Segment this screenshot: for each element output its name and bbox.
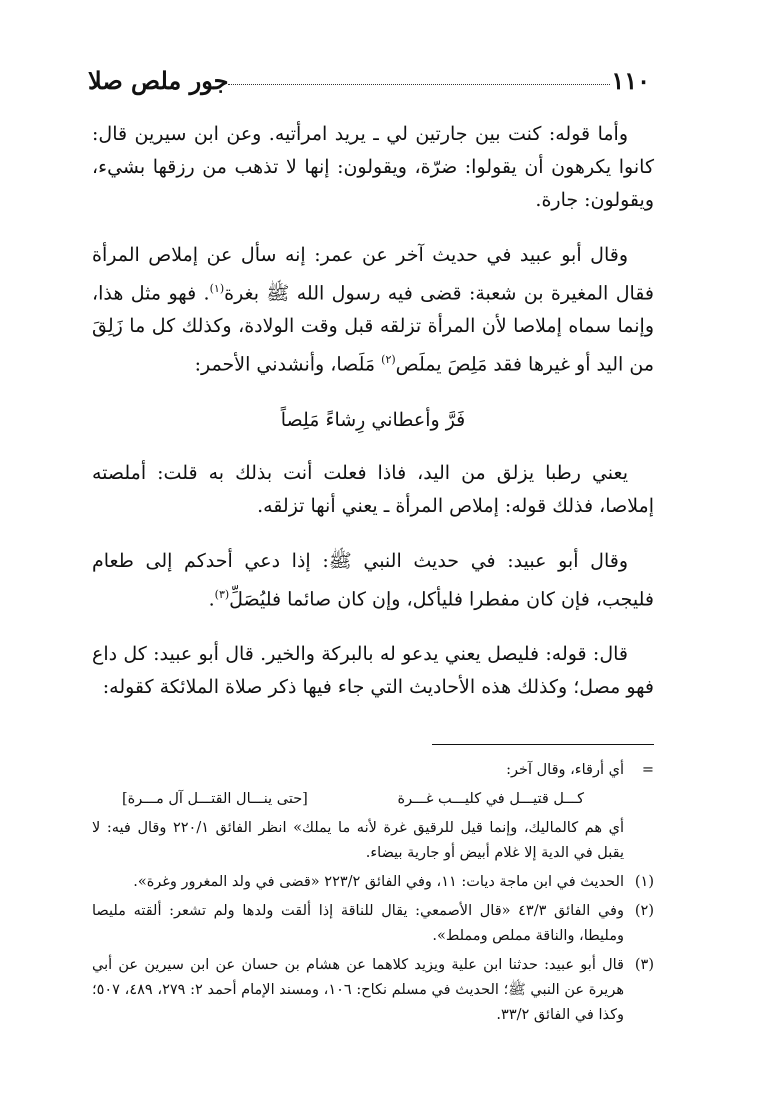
footnote-3-marker: (٣) bbox=[634, 957, 654, 973]
paragraph-5: قال: قوله: فليصل يعني يدعو له بالبركة والخير. قال أبو عبيد: كل داع فهو مصل؛ وكذلك هذه الأحاديث التي جاء فيها ذكر صلاة الملائكة كقوله: bbox=[92, 642, 654, 698]
paragraph-3: يعني رطبا يزلق من اليد، فاذا فعلت أنت بذلك به قلت: أملصته إملاصا، فذلك قوله: إملاص المرأة ـ يعني أنها تزلقه. bbox=[92, 461, 654, 517]
footnote-2 bbox=[92, 899, 654, 949]
footnote-ref-1: (١) bbox=[209, 282, 225, 295]
verse-line: فَرَّ وأعطاني رِشاءً مَلِصاً bbox=[280, 408, 466, 431]
footnote-ref-3: (٣) bbox=[214, 587, 230, 601]
footnote-2-marker: (٢) bbox=[634, 903, 654, 919]
footnote-continuation-2: أي هم كالماليك، وإنما قيل للرقيق غرة لأنه ما يملك» انظر الفائق ٢٢٠/١ وقال فيه: لا يقبل في الدية إلا غلام أبيض أو جارية بيضاء. bbox=[92, 820, 624, 861]
paragraph-4-text-a: وقال أبو عبيد: في حديث النبي ﷺ: إذا دعي أحدكم إلى طعام فليجب، فإن كان مفطرا فليأكل، وإن كان صائما فليُصَلِّ bbox=[92, 549, 654, 610]
paragraph-1: وأما قوله: كنت بين جارتين لي ـ يريد امرأتيه. وعن ابن سيرين قال: كانوا يكرهون أن يقولوا: ضرّة، ويقولون: إنها لا تذهب من رزقها بشيء، ويقولون: جارة. bbox=[92, 123, 654, 211]
footnote-2-text: وفي الفائق ٤٣/٣ «قال الأصمعي: يقال للناقة إذا ألقت ولدها ولم تشعر: ألقته مليصا ومليطا، والناقة مملص ومملط». bbox=[92, 903, 624, 944]
footnote-1-text: الحديث في ابن ماجة ديات: ١١، وفي الفائق ٢٢٣/٢ «قضى في ولد المغرور وغرة». bbox=[133, 874, 624, 890]
page-number: ١١٠ bbox=[611, 66, 650, 95]
continuation-text: أي أرقاء، وقال آخر: bbox=[506, 762, 624, 778]
paragraph-2-text-a: وقال أبو عبيد في حديث آخر عن عمر: إنه سأل عن إملاص المرأة فقال المغيرة بن شعبة: قضى فيه رسول الله ﷺ بغرة bbox=[92, 244, 654, 305]
running-title: جور ملص صلا bbox=[88, 66, 229, 95]
paragraph-2 bbox=[92, 239, 654, 382]
header-dotted-rule bbox=[228, 84, 610, 85]
paragraph-4-text-b: . bbox=[208, 587, 215, 610]
footnote-continuation bbox=[92, 758, 654, 783]
footnote-3-text: قال أبو عبيد: حدثنا ابن علية ويزيد كلاهما عن هشام بن حسان عن ابن سيرين عن أبي هريرة عن النبي ﷺ؛ الحديث في مسلم نكاح: ١٠٦، ومسند الإمام أحمد ٢: ٢٧٩، ٤٨٩، ٥٠٧؛ وكذا في الفائق ٣٣/٢. bbox=[92, 957, 624, 1023]
paragraph-4 bbox=[92, 545, 654, 616]
footnote-1 bbox=[92, 870, 654, 895]
footnote-verse bbox=[92, 787, 654, 812]
footnote-3 bbox=[92, 953, 654, 1028]
footnote-verse-first-half: كـــل قتيـــل في كليـــب غـــرة bbox=[397, 791, 584, 807]
page-header bbox=[88, 62, 650, 102]
footnote-separator bbox=[432, 744, 654, 745]
paragraph-2-text-c: مَلَصا، وأنشدني الأحمر: bbox=[194, 353, 382, 376]
footnote-verse-second-half: [حتى ينـــال القتـــل آل مـــرة] bbox=[122, 791, 308, 807]
continuation-marker: = bbox=[641, 762, 654, 778]
paragraph-2-text-b: . فهو مثل هذا، وإنما سماه إملاصا لأن المرأة تزلقه قبل وقت الولادة، وكذلك كل ما زَلِقَ من اليد أو غيرها فقد مَلِصَ يملَص bbox=[92, 282, 654, 376]
footnote-ref-2: (٢) bbox=[381, 353, 396, 367]
footnote-1-marker: (١) bbox=[634, 874, 654, 890]
footnotes bbox=[92, 758, 654, 1032]
main-text bbox=[92, 118, 654, 726]
